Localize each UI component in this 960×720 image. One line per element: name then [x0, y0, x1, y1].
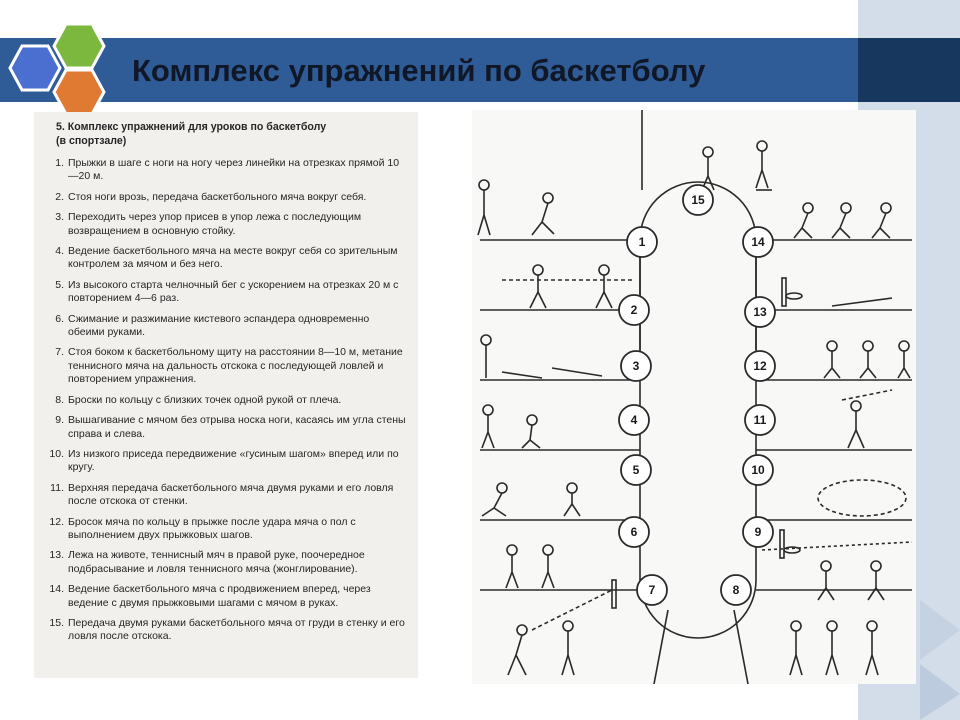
- title-bar-accent: [858, 38, 960, 102]
- station-label-14: 14: [751, 235, 765, 249]
- list-item: [46, 617, 406, 644]
- item-text: Стоя боком к баскетбольному щиту на расстоянии 8—10 м, метание теннисного мяча на дальность отскока с последующей ловлей и повторением упражнения.: [68, 346, 403, 386]
- station-11: [745, 405, 775, 435]
- station-14: [743, 227, 773, 257]
- station-13: [745, 297, 775, 327]
- item-text: Прыжки в шаге с ноги на ногу через линейки на отрезках прямой 10—20 м.: [68, 157, 400, 183]
- station-label-6: 6: [630, 525, 638, 539]
- list-item: [46, 245, 406, 272]
- item-number: 6.: [55, 312, 64, 325]
- document-heading: 5. Комплекс упражнений для уроков по баскетболу: [56, 121, 327, 133]
- list-item: [46, 414, 406, 441]
- station-4: [619, 405, 649, 435]
- station-label-10: 10: [751, 463, 765, 477]
- list-item: [46, 549, 406, 576]
- item-number: 9.: [55, 414, 64, 427]
- item-number: 13.: [49, 549, 64, 562]
- item-number: 1.: [55, 157, 64, 169]
- station-label-9: 9: [754, 525, 762, 539]
- item-text: Бросок мяча по кольцу в прыжке после удара мяча о пол с выполнением двух прыжковых шагов.: [68, 515, 356, 541]
- list-item: [46, 482, 406, 509]
- station-6: [619, 517, 649, 547]
- item-number: 2.: [55, 190, 64, 203]
- list-item: [46, 583, 406, 610]
- station-label-7: 7: [648, 583, 656, 597]
- item-number: 15.: [49, 616, 64, 629]
- station-label-5: 5: [632, 463, 640, 477]
- item-number: 10.: [49, 447, 64, 460]
- station-15: [683, 185, 713, 215]
- item-text: Из низкого приседа передвижение «гусиным шагом» вперед или по кругу.: [68, 447, 399, 474]
- list-item: [46, 211, 406, 238]
- station-9: [743, 517, 773, 547]
- station-5: [621, 455, 651, 485]
- item-text: Ведение баскетбольного мяча на месте вокруг себя со зрительным контролем за мячом и без него.: [68, 245, 398, 271]
- exercise-list-page: [34, 112, 418, 678]
- item-text: Сжимание и разжимание кистевого эспандера одновременно обеими руками.: [68, 312, 370, 339]
- list-item: [46, 191, 406, 204]
- item-number: 14.: [49, 583, 64, 596]
- item-number: 7.: [55, 346, 64, 359]
- station-label-12: 12: [753, 359, 767, 373]
- item-number: 4.: [55, 245, 64, 258]
- list-item: [46, 394, 406, 407]
- item-text: Стоя ноги врозь, передача баскетбольного мяча вокруг себя.: [68, 190, 367, 203]
- station-label-1: 1: [638, 235, 646, 249]
- list-item: [46, 516, 406, 543]
- station-2: [619, 295, 649, 325]
- item-number: 11.: [50, 481, 64, 494]
- station-label-3: 3: [632, 359, 640, 373]
- station-8: [721, 575, 751, 605]
- list-item: [46, 346, 406, 386]
- item-text: Вышагивание с мячом без отрыва носка ноги, касаясь им угла стены справа и слева.: [68, 414, 406, 440]
- list-item: [46, 279, 406, 306]
- slide-title: Комплекс упражнений по баскетболу: [132, 53, 706, 88]
- station-label-15: 15: [691, 193, 705, 207]
- hexagon-logo-icon: [0, 20, 112, 120]
- station-3: [621, 351, 651, 381]
- item-number: 8.: [55, 393, 64, 406]
- station-label-11: 11: [753, 413, 767, 427]
- list-item: [46, 448, 406, 475]
- circuit-diagram-svg: [472, 110, 916, 684]
- item-text: Из высокого старта челночный бег с ускорением на отрезках 20 м с повторением 4—6 раз.: [68, 278, 399, 305]
- list-item: [46, 157, 406, 184]
- station-label-8: 8: [732, 583, 740, 597]
- item-number: 12.: [49, 515, 64, 528]
- document-subheading: (в спортзале): [56, 135, 127, 147]
- item-number: 3.: [55, 211, 64, 224]
- item-text: Переходить через упор присев в упор лежа с последующим возвращением в основную стойку.: [68, 211, 362, 237]
- circuit-training-diagram: [472, 110, 916, 684]
- list-item: [46, 313, 406, 340]
- item-text: Передача двумя руками баскетбольного мяча от груди в стенку и его ловля после отскока.: [68, 616, 405, 643]
- station-10: [743, 455, 773, 485]
- station-label-4: 4: [630, 413, 638, 427]
- item-text: Броски по кольцу с близких точек одной рукой от плеча.: [68, 393, 342, 406]
- item-number: 5.: [55, 278, 64, 291]
- item-text: Верхняя передача баскетбольного мяча двумя руками и его ловля после отскока от стенки.: [68, 481, 394, 508]
- station-7: [637, 575, 667, 605]
- item-text: Ведение баскетбольного мяча с продвижением вперед, через ведение с двумя прыжковыми шагами с мячом в руках.: [68, 583, 371, 609]
- station-label-13: 13: [753, 305, 767, 319]
- station-label-2: 2: [630, 303, 638, 317]
- station-1: [627, 227, 657, 257]
- station-circles: [619, 185, 775, 605]
- exercise-list: [46, 157, 406, 644]
- item-text: Лежа на животе, теннисный мяч в правой руке, поочередное подбрасывание и ловля теннисного мяча (жонглирование).: [68, 549, 365, 575]
- station-12: [745, 351, 775, 381]
